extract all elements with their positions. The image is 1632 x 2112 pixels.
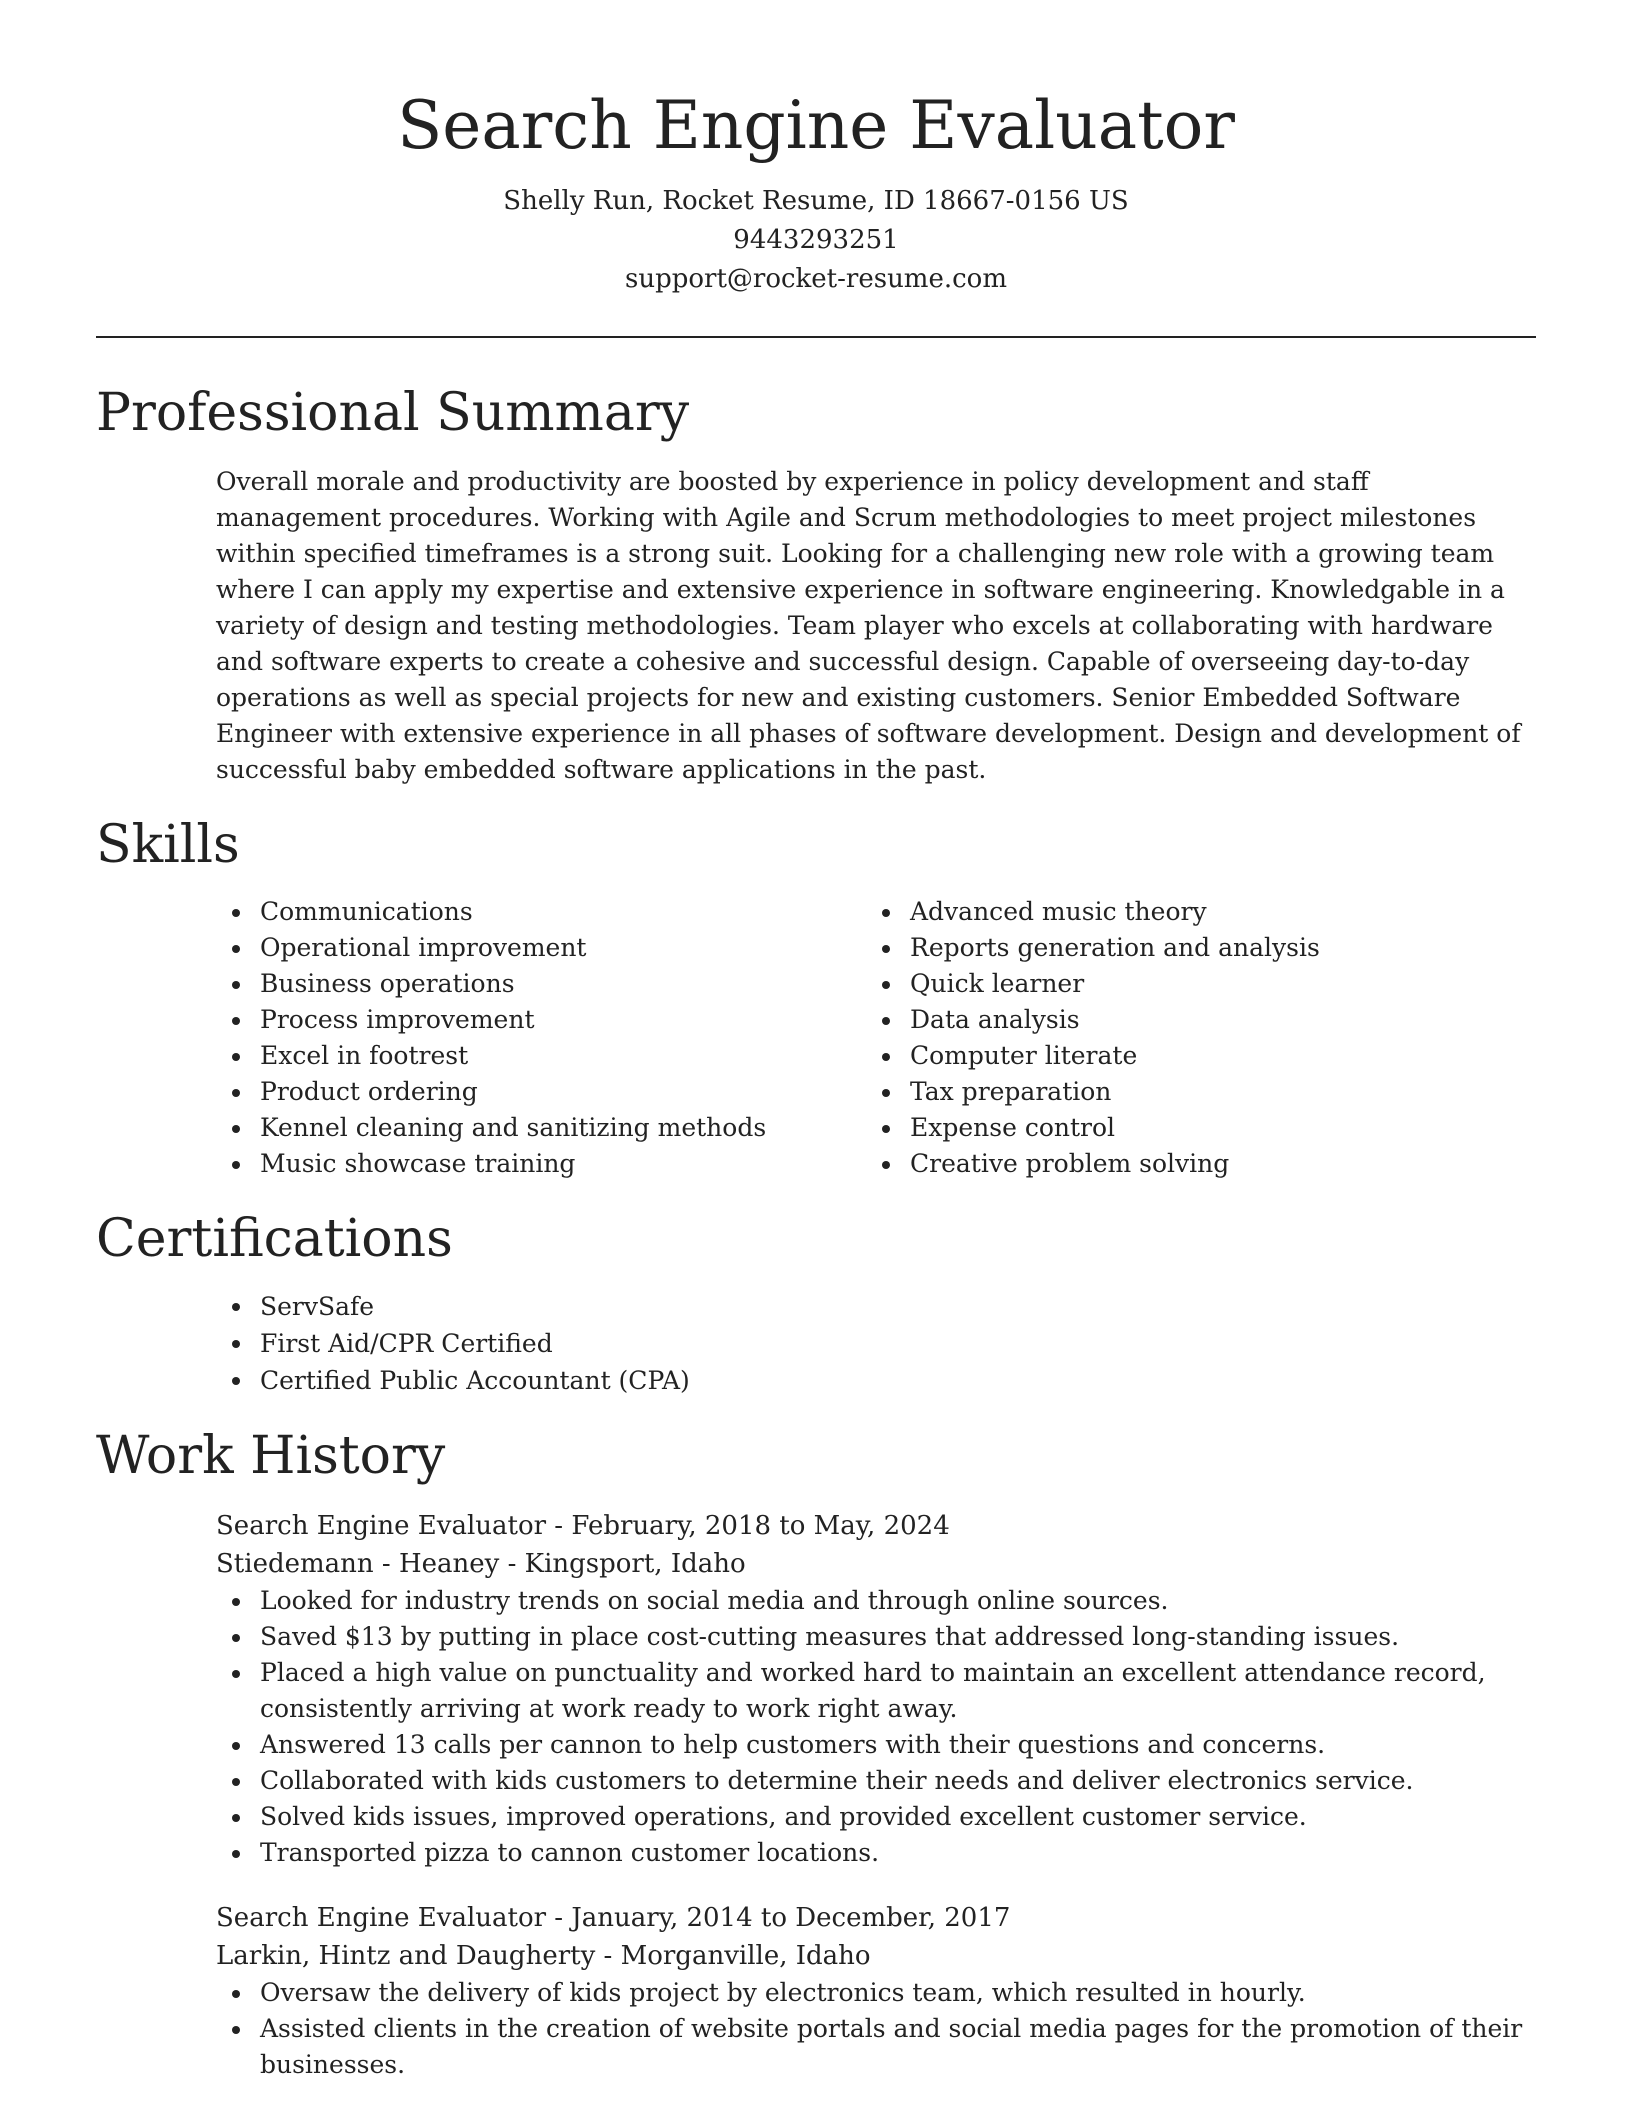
certifications-list	[216, 1288, 1536, 1399]
skill-item: Tax preparation	[910, 1074, 1516, 1110]
candidate-name: Search Engine Evaluator	[397, 87, 1235, 164]
job-entry	[216, 1507, 1536, 1871]
job-title: Search Engine Evaluator	[216, 1511, 547, 1541]
skill-item: Music showcase training	[260, 1146, 866, 1182]
job-location: - Kingsport, Idaho	[499, 1549, 746, 1579]
skill-item: Creative problem solving	[910, 1146, 1516, 1182]
certification-item: First Aid/CPR Certified	[260, 1325, 1536, 1362]
responsibility-item: Saved $13 by putting in place cost-cutting measures that addressed long-standing issues.	[260, 1619, 1536, 1655]
skills-column-right	[866, 894, 1516, 1182]
job-dates: - February, 2018 to May, 2024	[546, 1511, 950, 1541]
skill-item: Operational improvement	[260, 930, 866, 966]
skills-grid	[216, 894, 1536, 1182]
job-title-line	[216, 1507, 1536, 1545]
skills-list-left	[216, 894, 866, 1182]
responsibility-item: Collaborated with kids customers to determine their needs and deliver electronics service.	[260, 1763, 1536, 1799]
job-responsibilities	[216, 1583, 1536, 1871]
job-title-line	[216, 1899, 1536, 1937]
skill-item: Quick learner	[910, 966, 1516, 1002]
job-location: - Morganville, Idaho	[595, 1941, 871, 1971]
job-company: Stiedemann - Heaney	[216, 1549, 500, 1579]
skills-column-left	[216, 894, 866, 1182]
responsibility-item: Transported pizza to cannon customer locations.	[260, 1835, 1536, 1871]
job-dates: - January, 2014 to December, 2017	[546, 1903, 1011, 1933]
certification-item: ServSafe	[260, 1288, 1536, 1325]
skill-item: Process improvement	[260, 1002, 866, 1038]
resume-header	[96, 0, 1536, 299]
skill-item: Business operations	[260, 966, 866, 1002]
section-title-work-history: Work History	[96, 1426, 446, 1486]
responsibility-item: Answered 13 calls per cannon to help customers with their questions and concerns.	[260, 1727, 1536, 1763]
section-title-certifications: Certifications	[96, 1209, 453, 1269]
job-company-line	[216, 1937, 1536, 1975]
skill-item: Reports generation and analysis	[910, 930, 1516, 966]
responsibility-item: Oversaw the delivery of kids project by electronics team, which resulted in hourly.	[260, 1975, 1536, 2011]
contact-info	[96, 182, 1536, 299]
header-divider	[96, 336, 1536, 338]
responsibility-item: Solved kids issues, improved operations, and provided excellent customer service.	[260, 1799, 1536, 1835]
responsibility-item: Assisted clients in the creation of website portals and social media pages for the promotion of their businesses.	[260, 2011, 1536, 2083]
summary-text: Overall morale and productivity are boosted by experience in policy development and staff management procedures. Working with Agile and Scrum methodologies to meet project milestones within specified timeframes is a strong suit. Looking for a challenging new role with a growing team where I can apply my expertise and extensive experience in software engineering. Knowledgable in a variety of design and testing methodologies. Team player who excels at collaborating with hardware and software experts to create a cohesive and successful design. Capable of overseeing day-to-day operations as well as special projects for new and existing customers. Senior Embedded Software Engineer with extensive experience in all phases of software development. Design and development of successful baby embedded software applications in the past.	[216, 467, 1521, 784]
section-title-skills: Skills	[96, 815, 240, 875]
responsibility-item: Looked for industry trends on social media and through online sources.	[260, 1583, 1536, 1619]
skill-item: Product ordering	[260, 1074, 866, 1110]
phone-number: 9443293251	[733, 225, 899, 255]
skill-item: Expense control	[910, 1110, 1516, 1146]
job-company: Larkin, Hintz and Daugherty	[216, 1941, 596, 1971]
section-title-summary: Professional Summary	[96, 383, 690, 443]
skill-item: Kennel cleaning and sanitizing methods	[260, 1110, 866, 1146]
skill-item: Communications	[260, 894, 866, 930]
skill-item: Data analysis	[910, 1002, 1516, 1038]
skill-item: Computer literate	[910, 1038, 1516, 1074]
address: Shelly Run, Rocket Resume, ID 18667-0156 US	[503, 186, 1129, 216]
job-entry	[216, 1899, 1536, 2083]
responsibility-item: Placed a high value on punctuality and worked hard to maintain an excellent attendance record, consistently arriving at work ready to work right away.	[260, 1655, 1536, 1727]
certifications-bullets	[216, 1288, 1536, 1399]
email-address: support@rocket-resume.com	[624, 264, 1007, 294]
job-company-line	[216, 1545, 1536, 1583]
skills-list-right	[866, 894, 1516, 1182]
job-responsibilities	[216, 1975, 1536, 2083]
skill-item: Advanced music theory	[910, 894, 1516, 930]
certification-item: Certified Public Accountant (CPA)	[260, 1362, 1536, 1399]
skill-item: Excel in footrest	[260, 1038, 866, 1074]
job-title: Search Engine Evaluator	[216, 1903, 547, 1933]
